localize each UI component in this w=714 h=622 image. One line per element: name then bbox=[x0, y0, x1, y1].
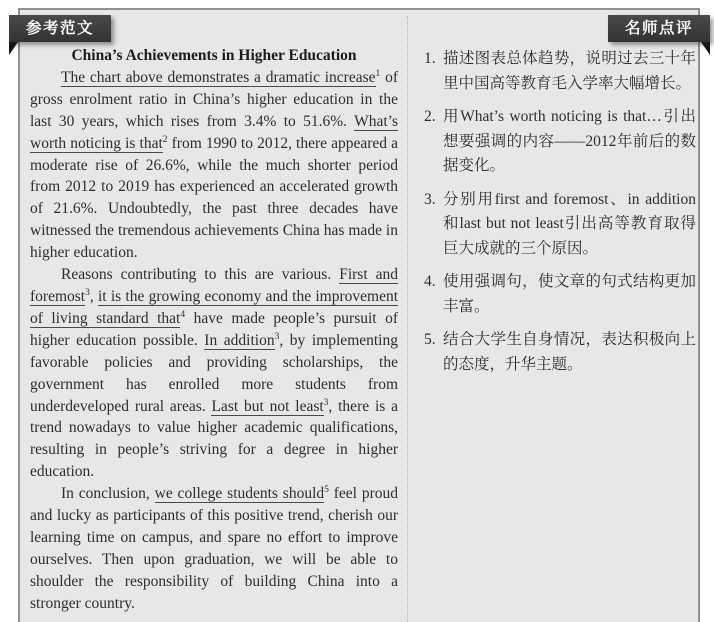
essay-text: of gross enrolment ratio in China’s higher education in the last 30 years, which rises from 3.4% to 51.6%. bbox=[30, 68, 398, 130]
comment-number: 5. bbox=[424, 331, 436, 348]
comment-text: 分别用first and foremost、in addition和last but not least引出高等教育取得巨大成就的三个原因。 bbox=[443, 190, 696, 257]
essay-text: from 1990 to 2012, there appeared a moderate rise of 26.6%, while the much shorter period from 2012 to 2019 has experienced an accelerated growth of 21.6%. Undoubtedly, the past three decades have witnessed the tremendous achievements China has made in higher education. bbox=[30, 134, 398, 262]
comment-number: 2. bbox=[424, 108, 436, 125]
tab-fold-right-icon bbox=[701, 42, 710, 55]
column-divider bbox=[407, 16, 408, 622]
underlined-phrase: Last but not least bbox=[211, 397, 324, 415]
comment-item bbox=[424, 270, 696, 319]
underlined-phrase: In addition bbox=[204, 331, 275, 349]
footnote-marker: 2 bbox=[162, 134, 168, 145]
comment-number: 4. bbox=[424, 273, 436, 290]
essay-text: In conclusion, bbox=[61, 485, 155, 503]
essay-title: China’s Achievements in Higher Education bbox=[71, 47, 357, 64]
essay-text: Reasons contributing to this are various. bbox=[61, 266, 340, 284]
footnote-marker: 4 bbox=[180, 309, 186, 320]
footnote-marker: 3 bbox=[323, 397, 329, 408]
comment-text: 用What’s worth noticing is that…引出想要强调的内容——2012年前后的数据变化。 bbox=[443, 108, 696, 174]
essay-text: , bbox=[89, 287, 98, 305]
essay-text: , there is a trend nowadays to value higher academic qualifications, resulting in people’s striving for a degree in higher education. bbox=[30, 397, 398, 481]
tab-reference-essay: 参考范文 bbox=[9, 15, 111, 42]
underlined-phrase: it is the growing economy and the improvement of living standard that bbox=[30, 287, 399, 327]
comment-text: 使用强调句，使文章的句式结构更加丰富。 bbox=[443, 273, 696, 315]
essay-paragraph bbox=[30, 264, 398, 483]
footnote-marker: 5 bbox=[324, 484, 329, 495]
essay-column bbox=[30, 45, 398, 615]
comment-text: 描述图表总体趋势，说明过去三十年里中国高等教育毛入学率大幅增长。 bbox=[443, 50, 696, 92]
comment-number: 3. bbox=[424, 190, 436, 208]
essay-text: , by implementing favorable policies and providing scholarships, the government has enrolled more students from underdeveloped rural areas. bbox=[30, 331, 398, 415]
underlined-phrase: we college students should bbox=[154, 485, 325, 503]
comment-text: 结合大学生自身情况，表达积极向上的态度，升华主题。 bbox=[443, 331, 696, 373]
essay-paragraph bbox=[30, 67, 398, 264]
essay-text: have made people’s pursuit of higher education possible. bbox=[30, 309, 398, 349]
footnote-marker: 3 bbox=[85, 287, 90, 298]
essay-body bbox=[30, 67, 398, 615]
tab-fold-left-icon bbox=[9, 42, 18, 55]
comment-item bbox=[424, 47, 696, 96]
underlined-phrase: What’s worth noticing is that bbox=[30, 112, 398, 152]
comment-item bbox=[424, 105, 696, 179]
comment-item bbox=[424, 188, 696, 262]
underlined-phrase: The chart above demonstrates a dramatic increase bbox=[61, 68, 376, 86]
comment-item bbox=[424, 328, 696, 377]
comments-column bbox=[424, 47, 696, 386]
tab-teacher-comments: 名师点评 bbox=[608, 15, 710, 42]
comment-number: 1. bbox=[424, 50, 436, 67]
essay-text: feel proud and lucky as participants of this positive trend, cherish our learning time on campus, and spare no effort to improve ourselves. Then upon graduation, we will be able to shoulder the responsibility of building China into a stronger country. bbox=[30, 485, 398, 612]
essay-paragraph bbox=[30, 483, 398, 614]
footnote-marker: 3 bbox=[274, 331, 280, 342]
footnote-marker: 1 bbox=[375, 68, 381, 79]
underlined-phrase: First and foremost bbox=[30, 266, 398, 305]
